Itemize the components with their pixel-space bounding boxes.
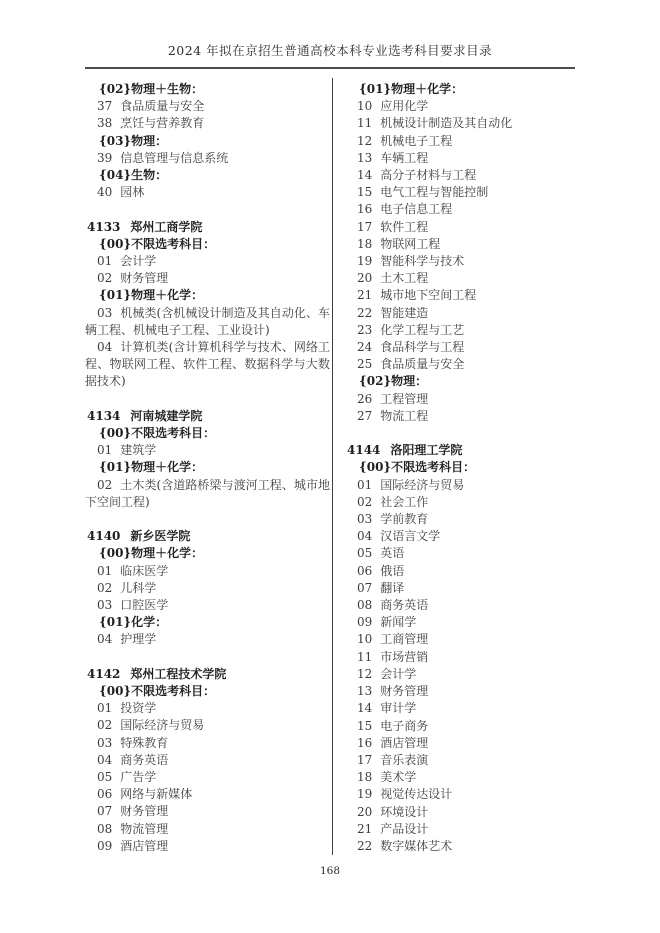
major-item: [345, 133, 575, 150]
major-number: 22: [357, 305, 373, 320]
major-item: [345, 580, 575, 597]
major-item: [345, 735, 575, 752]
major-number: 02: [97, 718, 113, 733]
major-number: 27: [357, 408, 373, 423]
major-number: 37: [97, 99, 113, 114]
major-number: 01: [97, 701, 113, 716]
major-number: 19: [357, 254, 373, 269]
header-rule: [85, 67, 575, 69]
subject-group-header: {02}物理＋生物：: [99, 82, 204, 96]
major-name: 投资学: [120, 701, 157, 716]
subject-group-header: {00}不限选考科目：: [359, 460, 476, 475]
major-number: 12: [357, 133, 373, 148]
major-number: 16: [357, 735, 373, 750]
major-number: 04: [97, 340, 113, 355]
major-number: 26: [357, 391, 373, 406]
major-number: 21: [357, 288, 373, 303]
major-item: [345, 305, 575, 322]
major-name: 酒店管理: [120, 838, 169, 853]
subject-group-header: {01}化学：: [99, 615, 168, 630]
school-name: 郑州工商学院: [130, 219, 203, 234]
major-item: [345, 322, 575, 339]
major-item: [85, 803, 330, 820]
major-name: 财务管理: [120, 271, 169, 286]
subject-group-header: {01}物理＋化学：: [99, 460, 204, 475]
school-name: 洛阳理工学院: [390, 443, 463, 458]
major-name: 社会工作: [380, 494, 429, 509]
major-number: 02: [97, 477, 113, 492]
major-name: 俄语: [380, 563, 405, 578]
major-name: 土木类(含道路桥梁与渡河工程、城市地下空间工程): [85, 477, 330, 509]
major-number: 20: [357, 271, 373, 286]
major-number: 03: [97, 305, 113, 320]
major-number: 10: [357, 99, 373, 114]
column-right: [345, 81, 575, 855]
major-number: 17: [357, 752, 373, 767]
major-number: 01: [97, 254, 113, 269]
major-number: 40: [97, 185, 113, 200]
major-item: [345, 339, 575, 356]
school-header: [347, 442, 575, 459]
school-header: [87, 666, 330, 683]
major-name: 数字媒体艺术: [380, 838, 453, 853]
page-number: 168: [319, 865, 341, 877]
major-item: [345, 821, 575, 838]
major-name: 网络与新媒体: [120, 787, 193, 802]
major-name: 物流工程: [380, 408, 429, 423]
major-number: 20: [357, 804, 373, 819]
major-item: [345, 287, 575, 304]
major-item: [345, 98, 575, 115]
subject-group-header: {01}物理＋化学：: [359, 82, 464, 96]
major-number: 18: [357, 236, 373, 251]
subject-group-header: {01}物理＋化学：: [99, 288, 204, 303]
major-item: [85, 98, 330, 115]
major-name: 临床医学: [120, 563, 169, 578]
major-name: 电气工程与智能控制: [380, 185, 489, 200]
subject-group-header: {04}生物：: [99, 168, 168, 183]
major-number: 18: [357, 770, 373, 785]
major-name: 视觉传达设计: [380, 787, 453, 802]
major-item: [85, 631, 330, 648]
major-item: [345, 563, 575, 580]
major-number: 15: [357, 718, 373, 733]
major-name: 口腔医学: [120, 598, 169, 613]
major-item: [345, 356, 575, 373]
major-number: 02: [357, 494, 373, 509]
major-item: [345, 494, 575, 511]
major-name: 广告学: [120, 770, 157, 785]
major-number: 05: [97, 770, 113, 785]
major-name: 汉语言文学: [380, 529, 441, 544]
major-number: 12: [357, 666, 373, 681]
major-item: [345, 167, 575, 184]
major-name: 机械设计制造及其自动化: [380, 116, 513, 131]
major-number: 09: [357, 615, 373, 630]
major-item: [85, 150, 330, 167]
major-item: [345, 236, 575, 253]
school-code: 4133: [87, 219, 121, 234]
major-number: 16: [357, 202, 373, 217]
major-name: 园林: [120, 185, 145, 200]
major-number: 19: [357, 787, 373, 802]
major-name: 化学工程与工艺: [380, 322, 465, 337]
major-number: 02: [97, 271, 113, 286]
major-item: [85, 115, 330, 132]
major-item: [345, 528, 575, 545]
major-name: 工程管理: [380, 391, 429, 406]
major-number: 05: [357, 546, 373, 561]
major-item: [85, 442, 330, 459]
major-number: 11: [357, 116, 373, 131]
major-item: [85, 786, 330, 803]
major-name: 智能科学与技术: [380, 254, 465, 269]
major-item: [345, 804, 575, 821]
major-number: 04: [97, 752, 113, 767]
major-item: [345, 511, 575, 528]
major-name: 应用化学: [380, 99, 429, 114]
major-item: [345, 614, 575, 631]
major-number: 06: [97, 787, 113, 802]
school-code: 4142: [87, 666, 121, 681]
major-name: 电子商务: [380, 718, 429, 733]
major-name: 食品质量与安全: [380, 357, 465, 372]
major-number: 03: [97, 598, 113, 613]
major-number: 03: [97, 735, 113, 750]
major-name: 产品设计: [380, 821, 429, 836]
major-name: 机械电子工程: [380, 133, 453, 148]
major-name: 食品质量与安全: [120, 99, 205, 114]
school-header: [87, 219, 330, 236]
major-number: 22: [357, 838, 373, 853]
major-item: [85, 700, 330, 717]
major-number: 01: [357, 477, 373, 492]
major-item: [345, 115, 575, 132]
major-item: [345, 219, 575, 236]
major-name: 国际经济与贸易: [380, 477, 465, 492]
subject-group-header: {03}物理：: [99, 133, 168, 148]
major-item: [345, 786, 575, 803]
major-number: 24: [357, 340, 373, 355]
column-left: [85, 81, 330, 855]
major-name: 市场营销: [380, 649, 429, 664]
major-item: [345, 270, 575, 287]
major-name: 美术学: [380, 770, 417, 785]
major-item: [345, 718, 575, 735]
major-item: [345, 184, 575, 201]
major-name: 物联网工程: [380, 236, 441, 251]
major-name: 财务管理: [120, 804, 169, 819]
major-name: 财务管理: [380, 684, 429, 699]
major-item: [345, 545, 575, 562]
major-item: [85, 597, 330, 614]
major-name: 特殊教育: [120, 735, 169, 750]
major-name: 学前教育: [380, 512, 429, 527]
column-divider: [332, 78, 333, 855]
major-item: [85, 838, 330, 855]
major-item: [345, 666, 575, 683]
major-item: [85, 270, 330, 287]
major-number: 15: [357, 185, 373, 200]
major-number: 13: [357, 684, 373, 699]
major-item: [85, 339, 330, 391]
major-number: 06: [357, 563, 373, 578]
major-name: 商务英语: [380, 598, 429, 613]
major-number: 04: [357, 529, 373, 544]
major-item: [345, 201, 575, 218]
major-item: [85, 752, 330, 769]
major-name: 翻译: [380, 580, 405, 595]
major-number: 25: [357, 357, 373, 372]
major-item: [345, 408, 575, 425]
major-item: [85, 580, 330, 597]
major-item: [85, 477, 330, 511]
major-name: 机械类(含机械设计制造及其自动化、车辆工程、机械电子工程、工业设计): [85, 305, 330, 337]
subject-group-header: {00}物理＋化学：: [99, 546, 204, 561]
blank-line: [85, 511, 330, 528]
major-name: 智能建造: [380, 305, 429, 320]
major-name: 新闻学: [380, 615, 417, 630]
major-item: [345, 150, 575, 167]
major-name: 英语: [380, 546, 405, 561]
school-header: [87, 528, 330, 545]
major-name: 车辆工程: [380, 150, 429, 165]
major-name: 物流管理: [120, 821, 169, 836]
major-number: 01: [97, 443, 113, 458]
major-item: [345, 391, 575, 408]
major-number: 14: [357, 701, 373, 716]
document-title: 2024 年拟在京招生普通高校本科专业选考科目要求目录: [167, 43, 493, 58]
major-item: [85, 563, 330, 580]
school-name: 郑州工程技术学院: [130, 666, 227, 681]
major-name: 商务英语: [120, 752, 169, 767]
major-number: 14: [357, 168, 373, 183]
major-name: 城市地下空间工程: [380, 288, 477, 303]
major-number: 09: [97, 838, 113, 853]
major-item: [85, 769, 330, 786]
major-item: [85, 717, 330, 734]
major-name: 会计学: [380, 666, 417, 681]
major-name: 建筑学: [120, 443, 157, 458]
major-item: [345, 683, 575, 700]
major-item: [85, 184, 330, 201]
major-name: 会计学: [120, 254, 157, 269]
major-item: [345, 700, 575, 717]
major-name: 食品科学与工程: [380, 340, 465, 355]
major-item: [85, 735, 330, 752]
school-code: 4134: [87, 408, 121, 423]
subject-group-header: {00}不限选考科目：: [99, 236, 216, 251]
major-name: 信息管理与信息系统: [120, 150, 229, 165]
major-name: 工商管理: [380, 632, 429, 647]
major-item: [85, 821, 330, 838]
major-number: 08: [97, 821, 113, 836]
major-item: [345, 477, 575, 494]
major-name: 计算机类(含计算机科学与技术、网络工程、物联网工程、软件工程、数据科学与大数据技术): [85, 340, 330, 389]
major-name: 环境设计: [380, 804, 429, 819]
major-name: 审计学: [380, 701, 417, 716]
school-header: [87, 408, 330, 425]
blank-line: [85, 391, 330, 408]
major-number: 13: [357, 150, 373, 165]
major-number: 23: [357, 322, 373, 337]
major-item: [345, 253, 575, 270]
major-number: 21: [357, 821, 373, 836]
major-number: 38: [97, 116, 113, 131]
blank-line: [345, 425, 575, 442]
major-item: [345, 769, 575, 786]
major-item: [345, 597, 575, 614]
major-number: 01: [97, 563, 113, 578]
major-name: 儿科学: [120, 580, 157, 595]
major-name: 电子信息工程: [380, 202, 453, 217]
major-number: 04: [97, 632, 113, 647]
blank-line: [85, 201, 330, 218]
major-name: 软件工程: [380, 219, 429, 234]
subject-group-header: {02}物理：: [359, 374, 428, 389]
major-item: [345, 649, 575, 666]
school-code: 4140: [87, 529, 121, 544]
major-item: [85, 253, 330, 270]
major-name: 土木工程: [380, 271, 429, 286]
major-number: 11: [357, 649, 373, 664]
major-name: 酒店管理: [380, 735, 429, 750]
major-item: [85, 305, 330, 339]
major-name: 护理学: [120, 632, 157, 647]
major-item: [345, 752, 575, 769]
major-name: 高分子材料与工程: [380, 168, 477, 183]
school-code: 4144: [347, 443, 381, 458]
major-number: 07: [97, 804, 113, 819]
major-item: [345, 631, 575, 648]
school-name: 河南城建学院: [130, 408, 203, 423]
major-number: 02: [97, 580, 113, 595]
major-item: [345, 838, 575, 855]
major-name: 国际经济与贸易: [120, 718, 205, 733]
major-number: 17: [357, 219, 373, 234]
major-number: 08: [357, 598, 373, 613]
major-number: 10: [357, 632, 373, 647]
blank-line: [85, 649, 330, 666]
major-number: 07: [357, 580, 373, 595]
subject-group-header: {00}不限选考科目：: [99, 426, 216, 441]
major-number: 03: [357, 512, 373, 527]
major-name: 烹饪与营养教育: [120, 116, 205, 131]
major-number: 39: [97, 150, 113, 165]
school-name: 新乡医学院: [130, 529, 191, 544]
major-name: 音乐表演: [380, 752, 429, 767]
subject-group-header: {00}不限选考科目：: [99, 684, 216, 699]
